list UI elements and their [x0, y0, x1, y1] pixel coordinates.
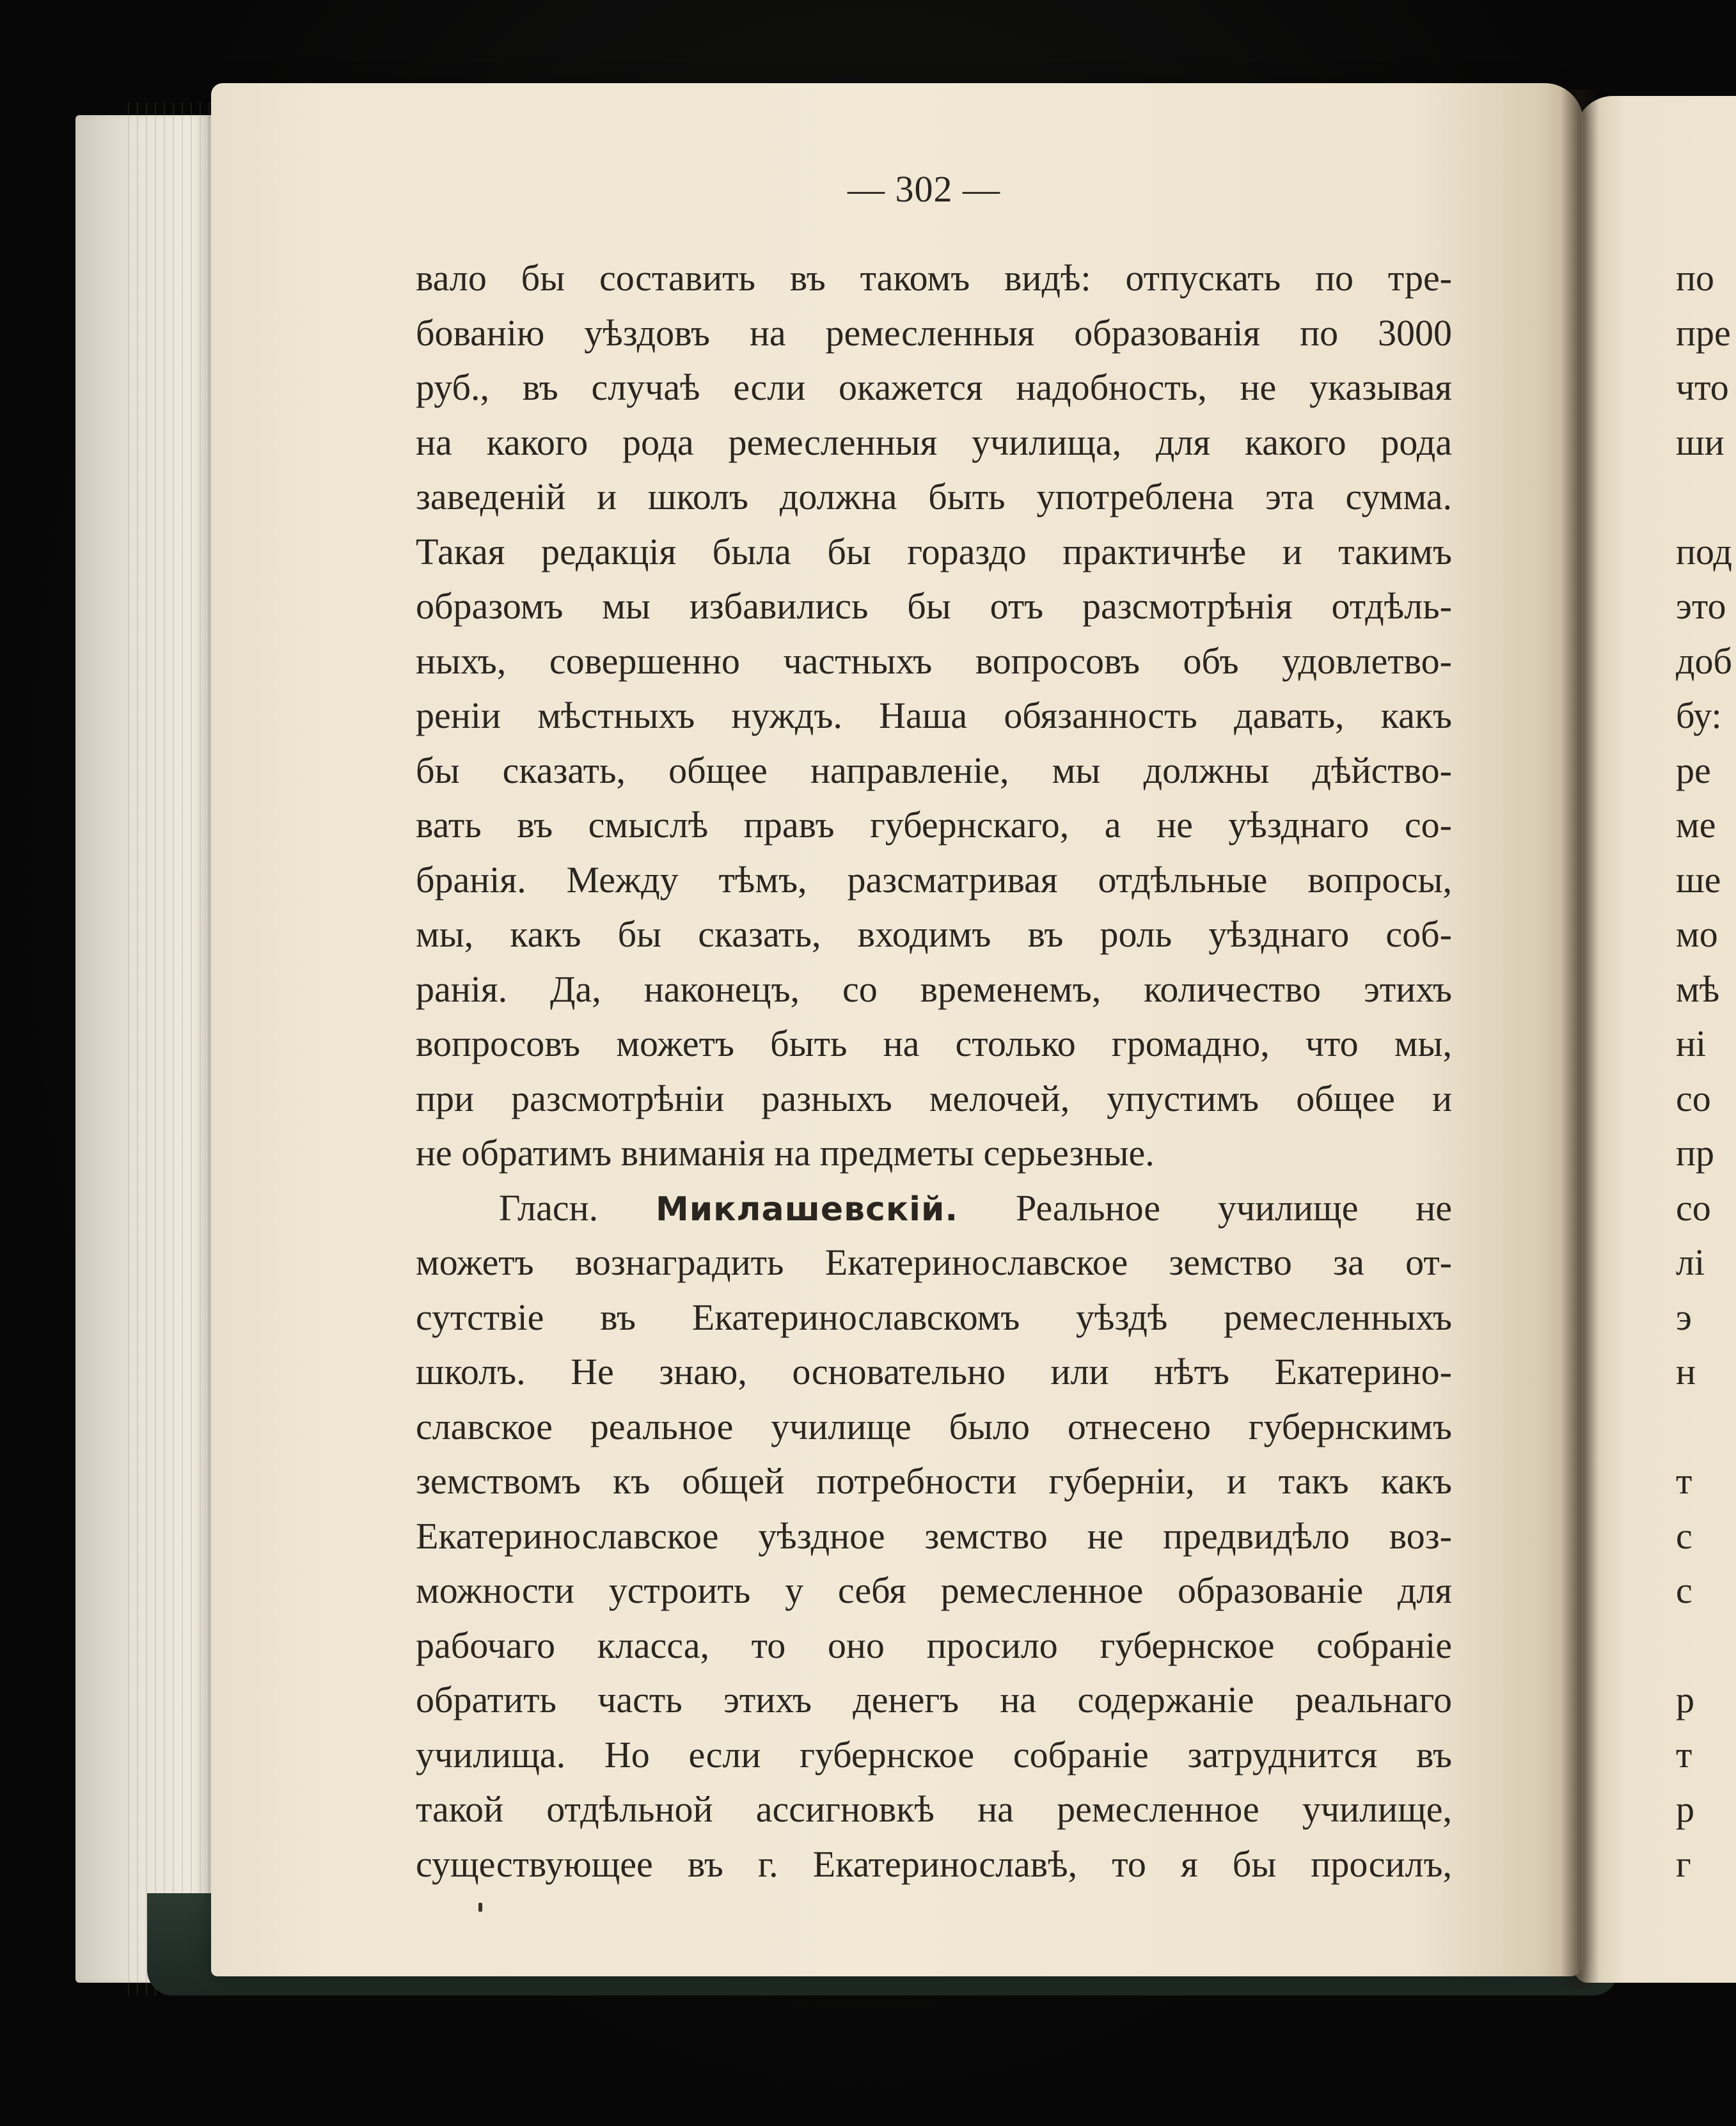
right-fragment: мѣ	[1676, 968, 1720, 1010]
text-line: не обратимъ вниманія на предметы серьезные.	[416, 1132, 1155, 1174]
text-line: вать въ смыслѣ правъ губернскаго, а не уѣзднаго со-	[416, 804, 1452, 846]
text-line: ранія. Да, наконецъ, со временемъ, количество этихъ	[416, 968, 1452, 1010]
right-page-text	[1676, 251, 1736, 1891]
speaker-text: Реальное училище не	[1015, 1186, 1453, 1229]
ink-mark	[478, 1903, 482, 1912]
book-gutter	[1561, 90, 1599, 1989]
text-line: бы сказать, общее направленіе, мы должны дѣйство-	[416, 749, 1452, 791]
text-line: земствомъ къ общей потребности губерніи, и такъ какъ	[416, 1460, 1452, 1502]
speaker-name: Миклашевскій.	[655, 1190, 959, 1229]
right-fragment: лі	[1676, 1241, 1705, 1283]
right-fragment: со	[1676, 1077, 1711, 1119]
text-line: рабочаго класса, то оно просило губернское собраніе	[416, 1624, 1452, 1666]
text-line: можетъ вознаградить Екатеринославское земство за от-	[416, 1241, 1452, 1283]
text-line: славское реальное училище было отнесено губернскимъ	[416, 1405, 1452, 1447]
text-line: школъ. Не знаю, основательно или нѣтъ Екатерино-	[416, 1351, 1452, 1392]
text-line: училища. Но если губернское собраніе затруднится въ	[416, 1733, 1452, 1776]
text-line: образомъ мы избавились бы отъ разсмотрѣнія отдѣль-	[416, 585, 1452, 627]
right-fragment: р	[1676, 1679, 1694, 1720]
right-fragment: под	[1676, 530, 1732, 572]
right-fragment	[1676, 1618, 1736, 1673]
right-fragment: бу:	[1676, 695, 1722, 736]
right-fragment: г	[1676, 1843, 1691, 1885]
right-fragment: ше	[1676, 858, 1721, 901]
text-line: Екатеринославское уѣздное земство не предвидѣло воз-	[416, 1515, 1452, 1557]
text-line: заведеній и школъ должна быть употреблена эта сумма.	[416, 476, 1452, 517]
right-fragment: т	[1676, 1733, 1693, 1776]
text-line: на какого рода ремесленныя училища, для какого рода	[416, 421, 1452, 463]
text-line: при разсмотрѣніи разныхъ мелочей, упустимъ общее и	[416, 1077, 1452, 1119]
text-line: существующее въ г. Екатеринославѣ, то я бы просилъ,	[416, 1843, 1452, 1885]
text-line: бранія. Между тѣмъ, разсматривая отдѣльные вопросы,	[416, 858, 1452, 901]
text-line: вало бы составить въ такомъ видѣ: отпускать по тре-	[416, 257, 1452, 299]
right-fragment: ре	[1676, 749, 1711, 791]
text-line: бованію уѣздовъ на ремесленныя образованія по 3000	[416, 311, 1452, 354]
right-fragment: ме	[1676, 804, 1716, 846]
page-text	[416, 251, 1452, 1891]
right-fragment: с	[1676, 1515, 1693, 1557]
text-line: такой отдѣльной ассигновкѣ на ремесленное училище,	[416, 1788, 1452, 1830]
right-fragment: т	[1676, 1460, 1693, 1502]
right-fragment: по	[1676, 257, 1715, 299]
right-fragment: н	[1676, 1351, 1696, 1392]
right-fragment: пре	[1676, 311, 1731, 354]
text-line: обратить часть этихъ денегъ на содержаніе реальнаго	[416, 1679, 1452, 1720]
right-fragment: что	[1676, 366, 1729, 408]
text-line: вопросовъ можетъ быть на столько громадно, что мы,	[416, 1023, 1452, 1064]
right-fragment: это	[1676, 585, 1726, 627]
right-fragment: со	[1676, 1186, 1711, 1229]
text-line: Такая редакція была бы гораздо практичнѣе и такимъ	[416, 530, 1452, 572]
text-line: ныхъ, совершенно частныхъ вопросовъ объ удовлетво-	[416, 640, 1452, 682]
right-fragment: ні	[1676, 1023, 1707, 1064]
text-line: реніи мѣстныхъ нуждъ. Наша обязанность давать, какъ	[416, 695, 1452, 736]
right-fragment: доб	[1676, 640, 1733, 682]
text-line: сутствіе въ Екатеринославскомъ уѣздѣ ремесленныхъ	[416, 1296, 1452, 1338]
right-fragment: пр	[1676, 1132, 1715, 1174]
text-line: мы, какъ бы сказать, входимъ въ роль уѣзднаго соб-	[416, 913, 1452, 955]
text-line: можности устроить у себя ремесленное образованіе для	[416, 1570, 1452, 1611]
speaker-line	[416, 1181, 1452, 1236]
right-fragment: э	[1676, 1296, 1692, 1338]
right-fragment: с	[1676, 1570, 1693, 1611]
right-fragment: мо	[1676, 913, 1718, 955]
right-fragment: ши	[1676, 421, 1724, 463]
text-line: руб., въ случаѣ если окажется надобность, не указывая	[416, 366, 1452, 408]
right-fragment: р	[1676, 1788, 1694, 1830]
speaker-prefix: Гласн.	[499, 1186, 599, 1229]
right-fragment	[1676, 469, 1736, 524]
page-number: — 302 —	[848, 168, 1000, 210]
right-fragment	[1676, 1399, 1736, 1454]
